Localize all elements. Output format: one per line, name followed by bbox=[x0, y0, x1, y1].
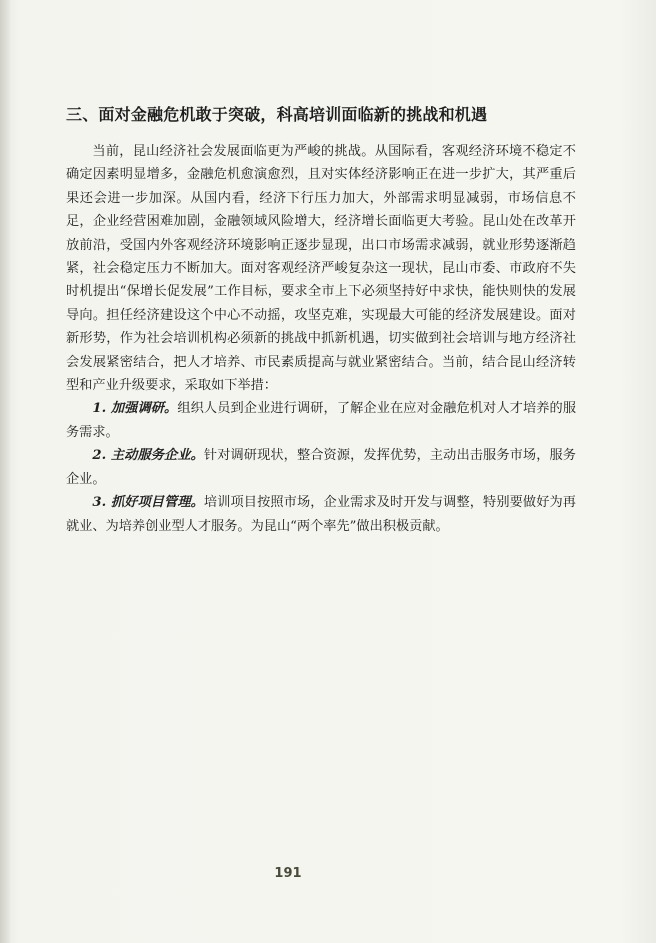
intro-paragraph: 当前，昆山经济社会发展面临更为严峻的挑战。从国际看，客观经济环境不稳定不确定因素明显增多，金融危机愈演愈烈，且对实体经济影响正在进一步扩大，其严重后果还会进一步加深。从国内看，经济下行压力加大，外部需求明显减弱，市场信息不足，企业经营困难加剧，金融领域风险增大，经济增长面临更大考验。昆山处在改革开放前沿，受国内外客观经济环境影响正逐步显现，出口市场需求减弱，就业形势逐渐趋紧，社会稳定压力不断加大。面对客观经济严峻复杂这一现状，昆山市委、市政府不失时机提出“保增长促发展”工作目标，要求全市上下必须坚持好中求快，能快则快的发展导向。担任经济建设这个中心不动摇，攻坚克难，实现最大可能的经济发展建设。面对新形势，作为社会培训机构必须新的挑战中抓新机遇，切实做到社会培训与地方经济社会发展紧密结合，把人才培养、市民素质提高与就业紧密结合。当前，结合昆山经济转型和产业升级要求，采取如下举措： bbox=[66, 144, 576, 394]
measure-item-1-text: 组织人员到企业进行调研，了解企业在应对金融危机对人才培养的服务需求。 bbox=[66, 401, 577, 440]
measure-item-3-lead: 3. 抓好项目管理。 bbox=[92, 495, 204, 511]
measure-item-3 bbox=[66, 491, 576, 538]
body-text bbox=[66, 140, 576, 538]
section-heading: 三、面对金融危机敢于突破，科高培训面临新的挑战和机遇 bbox=[66, 105, 488, 124]
page-spine-shadow bbox=[0, 0, 10, 943]
page-number: 191 bbox=[274, 866, 302, 881]
measure-item-2 bbox=[66, 444, 576, 491]
measure-item-1-lead: 1. 加强调研。 bbox=[92, 401, 178, 417]
measure-item-2-lead: 2. 主动服务企业。 bbox=[92, 448, 204, 464]
measure-item-2-text: 针对调研现状，整合资源，发挥优势，主动出击服务市场，服务企业。 bbox=[66, 448, 576, 487]
measure-item-1 bbox=[66, 397, 576, 444]
measure-item-3-text: 培训项目按照市场，企业需求及时开发与调整，特别要做好为再就业、为培养创业型人才服务。为昆山“两个率先”做出积极贡献。 bbox=[66, 495, 576, 534]
